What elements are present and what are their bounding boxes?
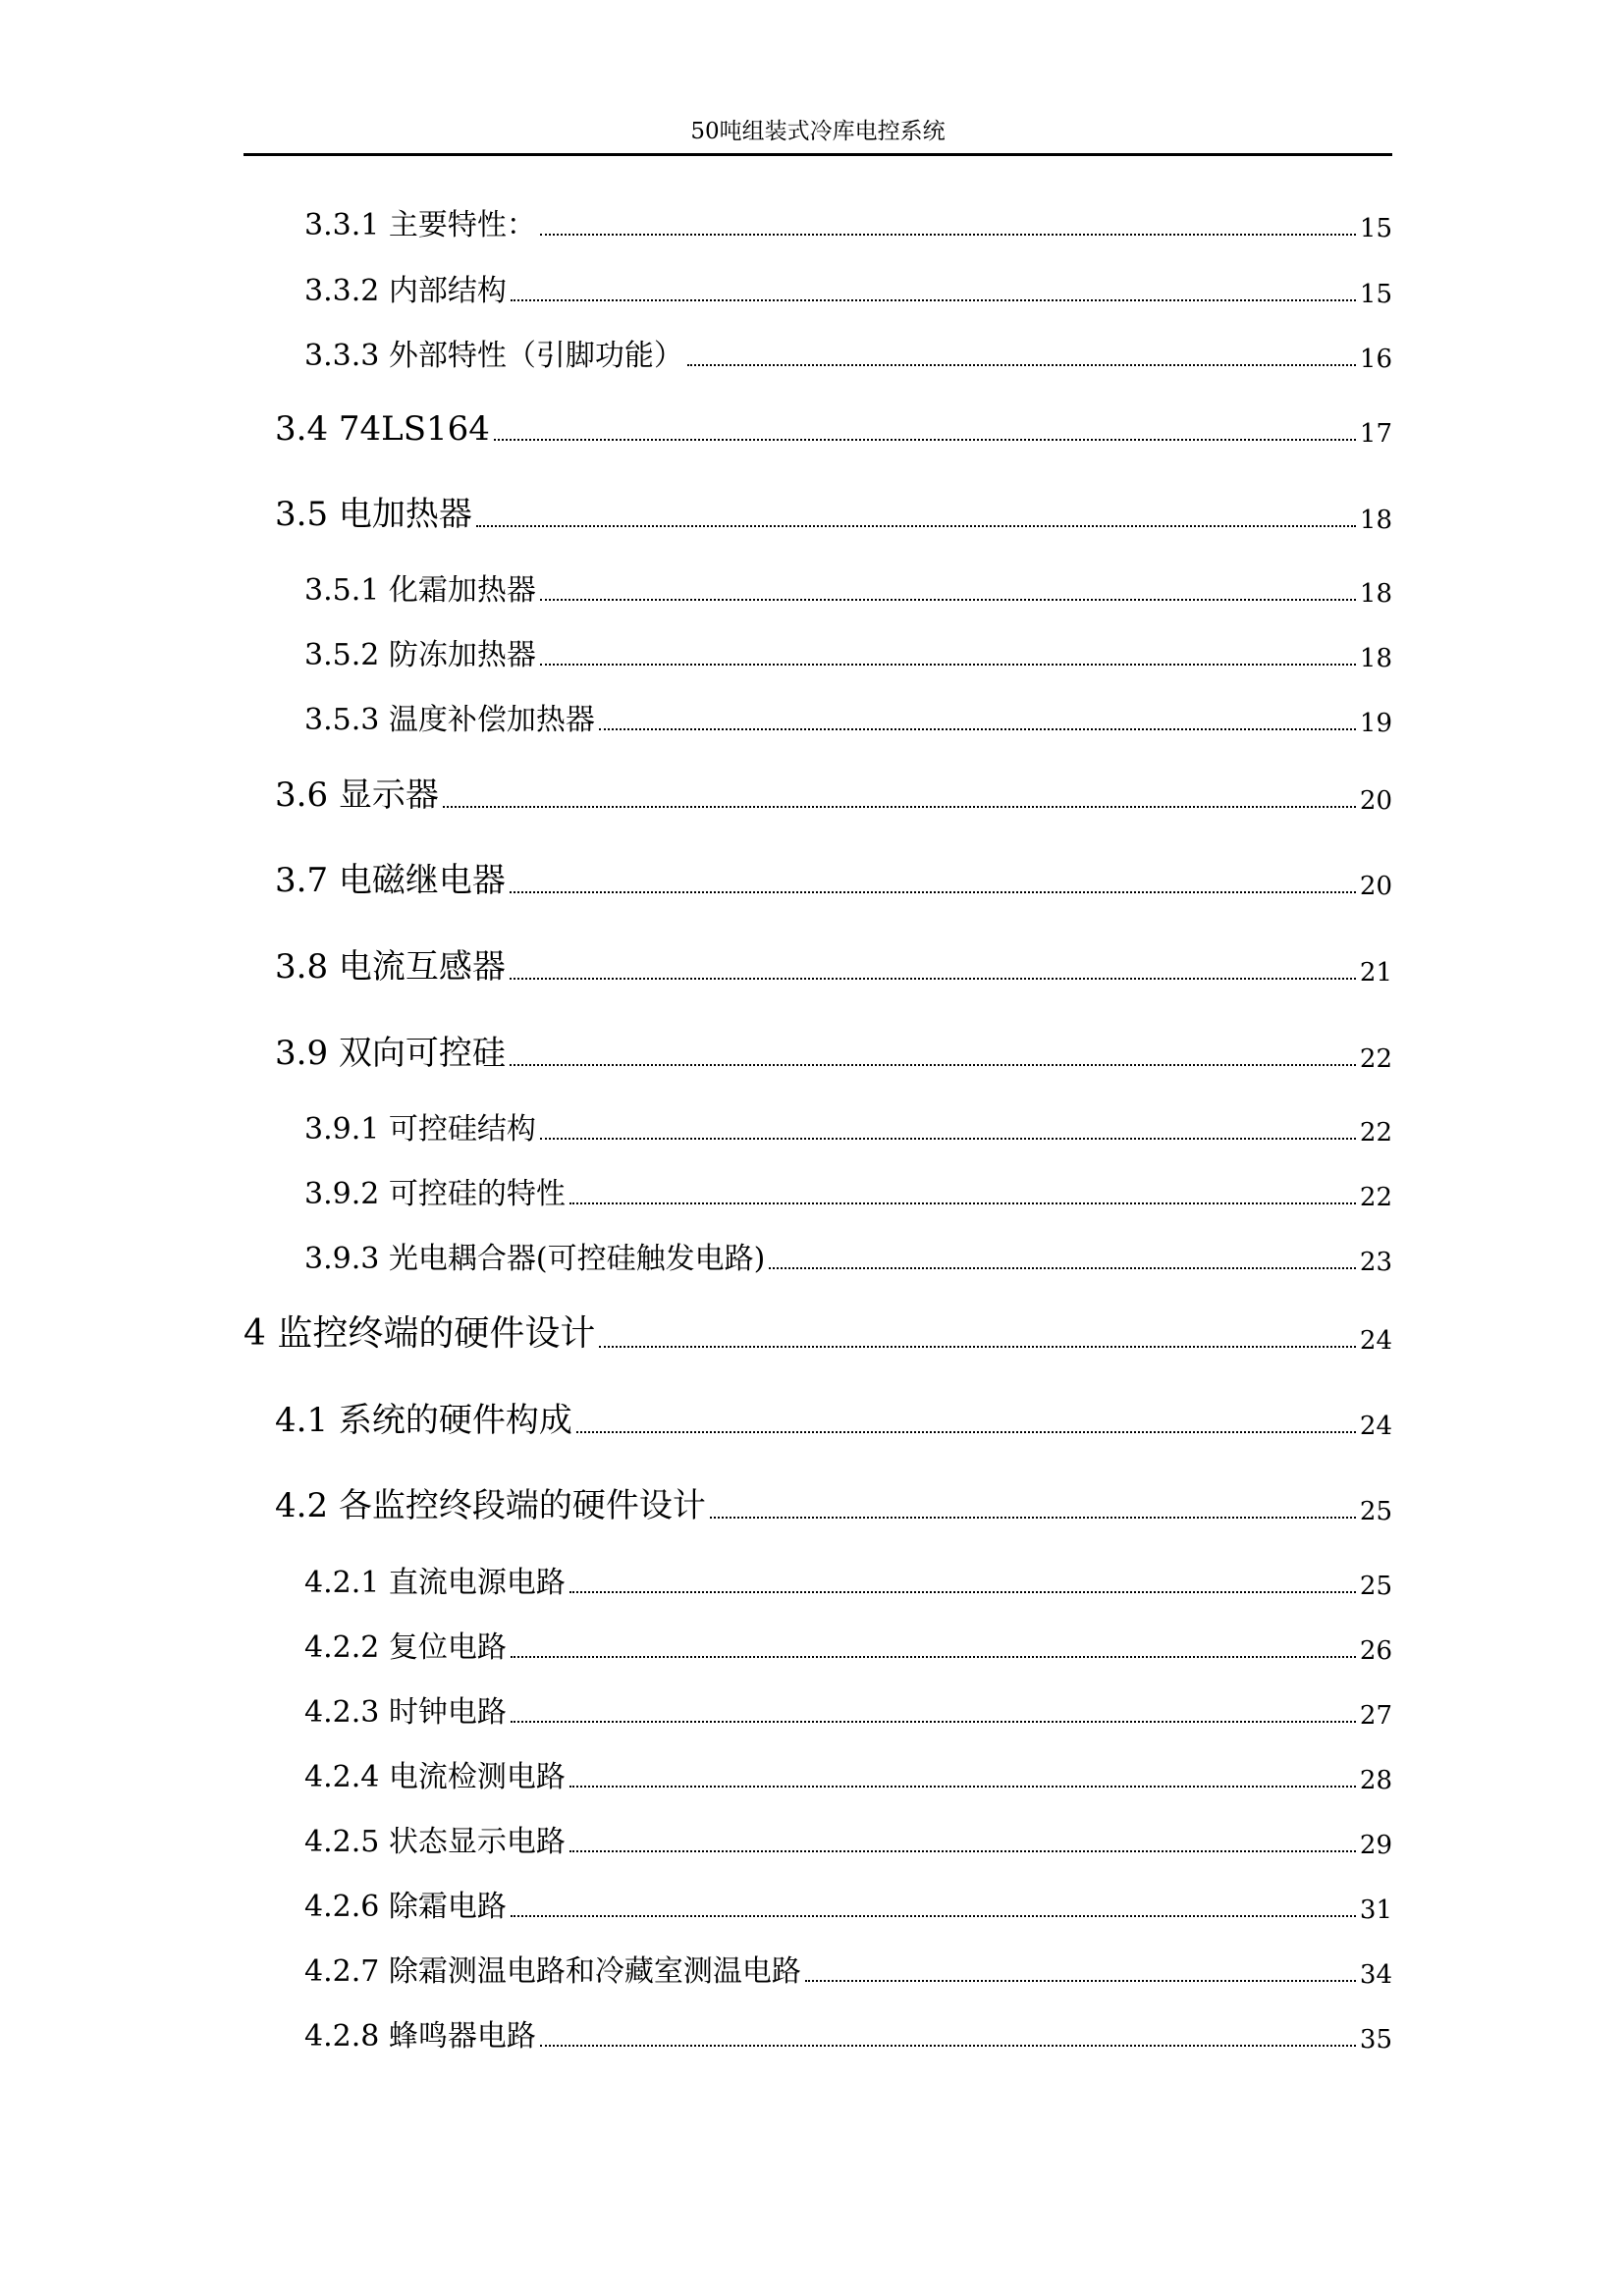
toc-entry-page: 15 [1359,280,1392,309]
toc-leader-dots [569,1850,1356,1852]
toc-entry-label: 3.9.3 光电耦合器(可控硅触发电路) [304,1242,766,1276]
toc-leader-dots [569,1591,1356,1593]
toc-leader-dots [511,1915,1356,1917]
toc-entry[interactable] [0,1230,1624,1277]
toc-entry[interactable] [0,769,1624,816]
toc-entry[interactable] [0,1943,1624,1990]
toc-leader-dots [569,1786,1356,1788]
toc-leader-dots [540,2045,1356,2047]
toc-leader-dots [599,1346,1356,1348]
toc-entry-label: 3.5 电加热器 [275,495,472,534]
toc-entry-page: 23 [1359,1248,1392,1277]
toc-entry-page: 26 [1359,1636,1392,1666]
toc-entry[interactable] [0,940,1624,988]
toc-entry-page: 22 [1359,1183,1392,1212]
toc-leader-dots [805,1980,1356,1982]
toc-entry[interactable] [0,2007,1624,2055]
toc-entry-label: 3.6 显示器 [275,775,439,815]
toc-entry-label: 4.2.8 蜂鸣器电路 [304,2019,536,2054]
toc-entry-label: 4.2.2 复位电路 [304,1630,507,1665]
toc-entry-page: 24 [1359,1326,1392,1356]
toc-leader-dots [511,1721,1356,1723]
toc-entry-label: 3.5.1 化霜加热器 [304,573,536,608]
toc-entry[interactable] [0,691,1624,738]
toc-entry-label: 3.3.1 主要特性： [304,208,536,242]
toc-entry[interactable] [0,561,1624,609]
toc-entry-page: 18 [1359,506,1392,535]
toc-entry-page: 28 [1359,1766,1392,1795]
toc-entry[interactable] [0,1479,1624,1526]
toc-entry[interactable] [0,1748,1624,1795]
toc-leader-dots [510,1064,1356,1066]
toc-entry-label: 3.7 电磁继电器 [275,861,506,900]
toc-entry[interactable] [0,854,1624,901]
toc-entry-page: 21 [1359,958,1392,988]
toc-entry-label: 4.2.5 状态显示电路 [304,1825,566,1859]
toc-entry-label: 3.9 双向可控硅 [275,1034,506,1073]
toc-entry-label: 4 监控终端的硬件设计 [244,1313,596,1354]
toc-entry-label: 4.2 各监控终段端的硬件设计 [275,1486,706,1525]
toc-entry-label: 4.1 系统的硬件构成 [275,1401,572,1440]
toc-entry-page: 15 [1359,214,1392,243]
toc-entry[interactable] [0,262,1624,309]
toc-entry[interactable] [0,1878,1624,1925]
toc-leader-dots [710,1517,1356,1519]
toc-entry[interactable] [0,488,1624,535]
toc-entry-label: 4.2.4 电流检测电路 [304,1760,566,1794]
toc-entry-label: 3.5.2 防冻加热器 [304,638,536,672]
toc-entry[interactable] [0,1813,1624,1860]
toc-entry-page: 22 [1359,1118,1392,1148]
toc-entry-page: 29 [1359,1831,1392,1860]
toc-leader-dots [540,234,1356,236]
toc-entry-page: 18 [1359,579,1392,609]
toc-entry[interactable] [0,1554,1624,1601]
toc-entry[interactable] [0,196,1624,243]
toc-entry[interactable] [0,1394,1624,1441]
toc-leader-dots [576,1431,1356,1433]
toc-entry-page: 34 [1359,1960,1392,1990]
toc-leader-dots [540,664,1356,666]
toc-entry-label: 4.2.6 除霜电路 [304,1890,507,1924]
toc-leader-dots [476,525,1356,527]
toc-entry-page: 22 [1359,1044,1392,1074]
toc-entry[interactable] [0,1683,1624,1731]
toc-entry-page: 20 [1359,786,1392,816]
toc-leader-dots [510,978,1356,980]
toc-leader-dots [599,728,1356,730]
toc-entry-label: 4.2.1 直流电源电路 [304,1566,566,1600]
toc-entry[interactable] [0,1100,1624,1148]
toc-entry-page: 18 [1359,644,1392,673]
toc-entry-page: 25 [1359,1497,1392,1526]
toc-entry-label: 3.5.3 温度补偿加热器 [304,703,595,737]
header-title: 50吨组装式冷库电控系统 [690,119,946,144]
toc-leader-dots [510,891,1356,893]
toc-entry[interactable] [0,626,1624,673]
toc-entry-page: 17 [1359,419,1392,449]
toc-entry-label: 4.2.3 时钟电路 [304,1695,507,1730]
toc-entry-page: 19 [1359,709,1392,738]
toc-entry-label: 3.4 74LS164 [275,409,490,449]
toc-entry-label: 3.8 电流互感器 [275,947,506,987]
toc-entry-label: 4.2.7 除霜测温电路和冷藏室测温电路 [304,1954,801,1989]
toc-leader-dots [443,806,1356,808]
toc-entry-page: 35 [1359,2025,1392,2055]
toc-entry-label: 3.9.2 可控硅的特性 [304,1177,566,1211]
toc-leader-dots [540,599,1356,601]
toc-leader-dots [494,439,1356,441]
toc-entry-page: 24 [1359,1412,1392,1441]
toc-leader-dots [511,299,1356,301]
toc-entry[interactable] [0,401,1624,449]
toc-leader-dots [687,364,1356,366]
toc-entry-label: 3.3.3 外部特性（引脚功能） [304,339,683,373]
toc-leader-dots [569,1202,1356,1204]
toc-entry-page: 27 [1359,1701,1392,1731]
toc-leader-dots [769,1267,1356,1269]
toc-entry-page: 16 [1359,345,1392,374]
toc-entry-label: 3.3.2 内部结构 [304,274,507,308]
toc-entry-page: 20 [1359,872,1392,901]
toc-entry[interactable] [0,1308,1624,1356]
toc-entry-label: 3.9.1 可控硅结构 [304,1112,536,1147]
toc-leader-dots [511,1656,1356,1658]
toc-leader-dots [540,1138,1356,1140]
toc-entry[interactable] [0,1027,1624,1074]
toc-entry-page: 25 [1359,1572,1392,1601]
toc-entry-page: 31 [1359,1896,1392,1925]
toc-entry[interactable] [0,1619,1624,1666]
toc-entry[interactable] [0,327,1624,374]
toc-entry[interactable] [0,1165,1624,1212]
